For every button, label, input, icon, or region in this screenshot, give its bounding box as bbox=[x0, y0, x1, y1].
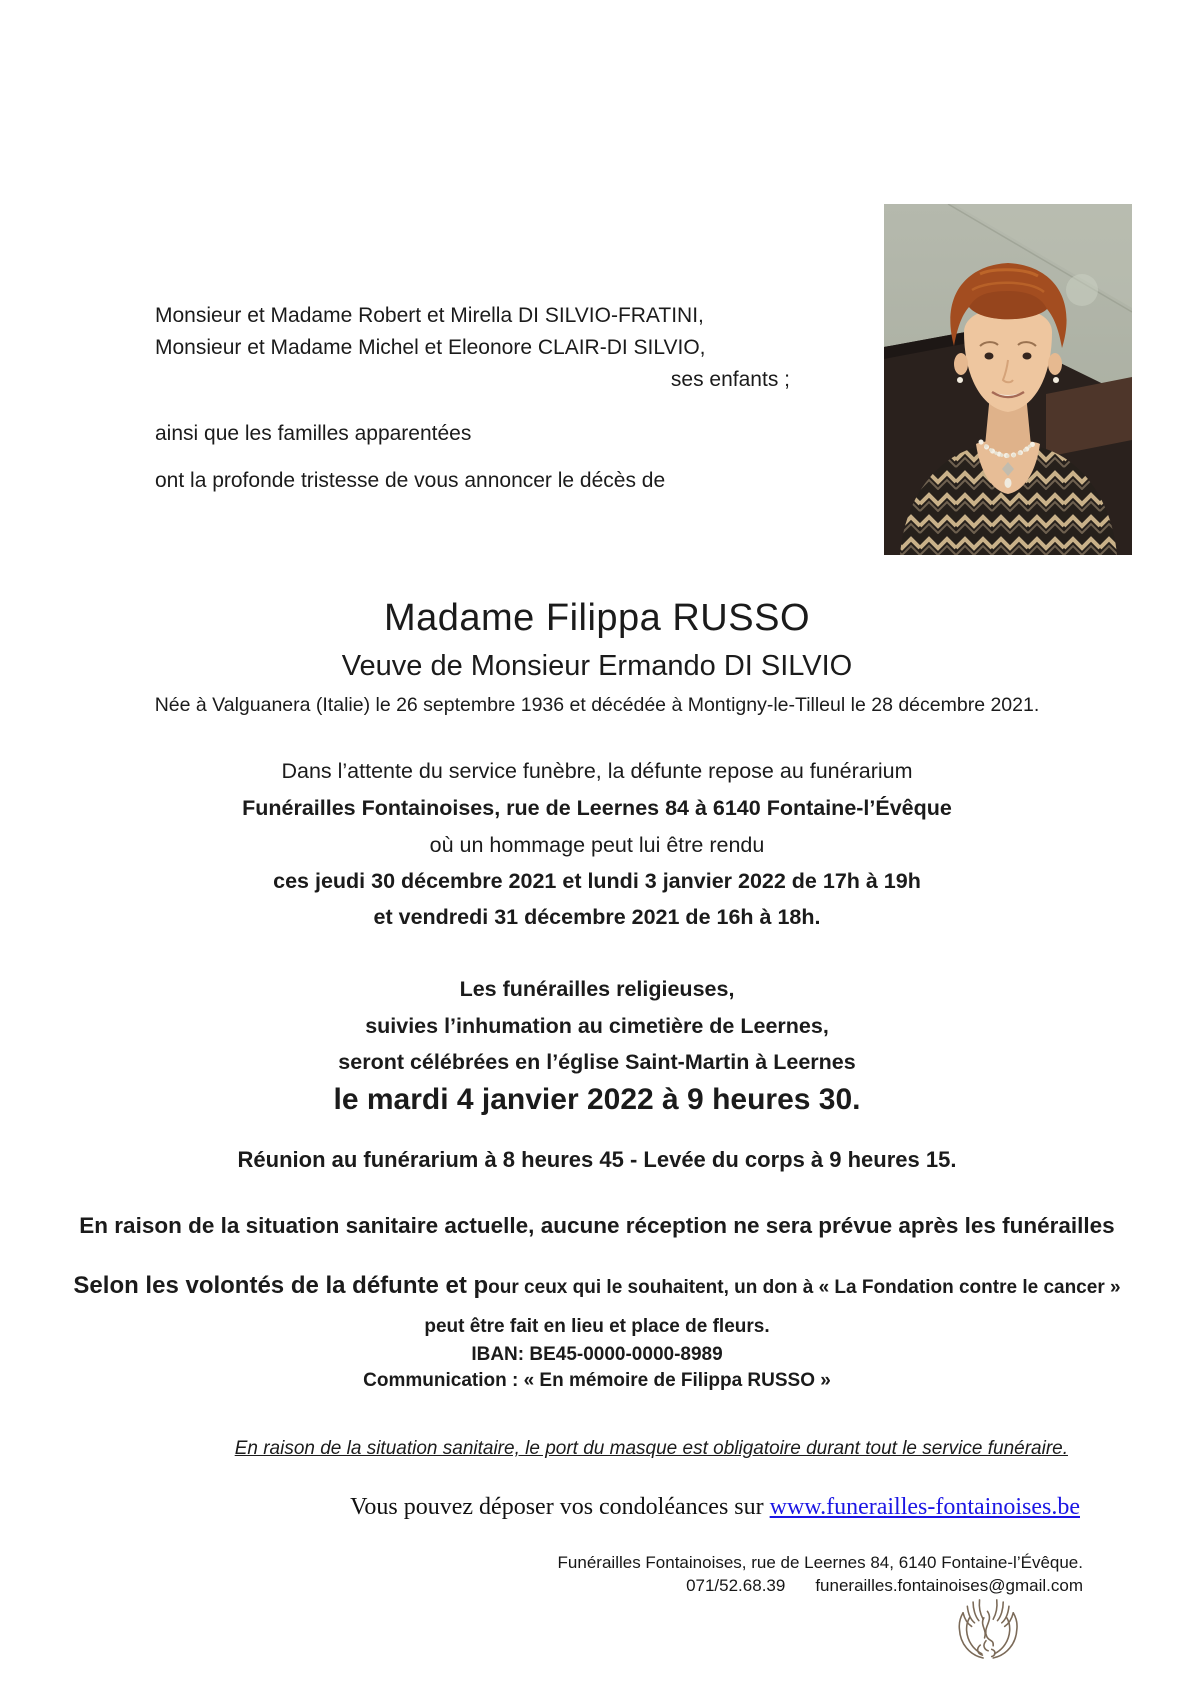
repose-line-4: ces jeudi 30 décembre 2021 et lundi 3 janvier 2022 de 17h à 19h bbox=[273, 869, 921, 893]
ceremony-line-2: suivies l’inhumation au cimetière de Leernes, bbox=[365, 1014, 829, 1038]
birth-death-line: Née à Valguanera (Italie) le 26 septembre 1936 et décédée à Montigny-le-Tilleul le 28 décembre 2021. bbox=[154, 694, 1040, 716]
ceremony-line-3: seront célébrées en l’église Saint-Martin à Leernes bbox=[338, 1050, 856, 1074]
deceased-name-title: Madame Filippa RUSSO bbox=[383, 597, 811, 639]
condolences-text: Vous pouvez déposer vos condoléances sur bbox=[350, 1494, 770, 1520]
no-reception-line: En raison de la situation sanitaire actuelle, aucune réception ne sera prévue après les funérailles bbox=[79, 1213, 1115, 1238]
footer-contact-line bbox=[686, 1576, 1083, 1596]
portrait-photo bbox=[884, 204, 1132, 555]
family-line-2: Monsieur et Madame Michel et Eleonore CLAIR-DI SILVIO, bbox=[155, 336, 706, 359]
footer-address: Funérailles Fontainoises, rue de Leernes 84, 6140 Fontaine-l’Évêque. bbox=[557, 1553, 1083, 1572]
repose-line-5: et vendredi 31 décembre 2021 de 16h à 18h. bbox=[373, 905, 821, 929]
iban-line: IBAN: BE45-0000-0000-8989 bbox=[471, 1344, 723, 1365]
communication-line: Communication : « En mémoire de Filippa RUSSO » bbox=[363, 1370, 831, 1391]
announcement-line: ont la profonde tristesse de vous annoncer le décès de bbox=[155, 469, 666, 492]
footer-email: funerailles.fontainoises@gmail.com bbox=[815, 1576, 1083, 1595]
familles-apparentees-line: ainsi que les familles apparentées bbox=[155, 422, 472, 445]
deceased-subtitle: Veuve de Monsieur Ermando DI SILVIO bbox=[341, 650, 853, 682]
repose-line-1: Dans l’attente du service funèbre, la défunte repose au funérarium bbox=[281, 759, 913, 783]
donation-lead: Selon les volontés de la défunte et p bbox=[73, 1272, 489, 1299]
repose-line-2: Funérailles Fontainoises, rue de Leernes 84 à 6140 Fontaine-l’Évêque bbox=[242, 796, 952, 820]
meeting-line: Réunion au funérarium à 8 heures 45 - Levée du corps à 9 heures 15. bbox=[237, 1147, 957, 1172]
donation-line-1 bbox=[0, 1272, 1194, 1300]
ceremony-date-line: le mardi 4 janvier 2022 à 9 heures 30. bbox=[333, 1083, 861, 1116]
condolences-line bbox=[350, 1494, 1080, 1522]
family-line-1: Monsieur et Madame Robert et Mirella DI SILVIO-FRATINI, bbox=[155, 304, 704, 327]
phoenix-wings-logo-icon bbox=[950, 1597, 1022, 1663]
donation-line-2: peut être fait en lieu et place de fleurs. bbox=[424, 1316, 770, 1337]
donation-rest: our ceux qui le souhaitent, un don à « La Fondation contre le cancer » bbox=[488, 1277, 1121, 1298]
ses-enfants-line: ses enfants ; bbox=[670, 368, 790, 391]
repose-line-3: où un hommage peut lui être rendu bbox=[429, 833, 765, 857]
footer-phone: 071/52.68.39 bbox=[686, 1576, 786, 1595]
condolences-link[interactable]: www.funerailles-fontainoises.be bbox=[769, 1494, 1080, 1520]
mask-notice: En raison de la situation sanitaire, le port du masque est obligatoire durant tout le service funéraire. bbox=[234, 1438, 1068, 1459]
ceremony-line-1: Les funérailles religieuses, bbox=[459, 977, 735, 1001]
